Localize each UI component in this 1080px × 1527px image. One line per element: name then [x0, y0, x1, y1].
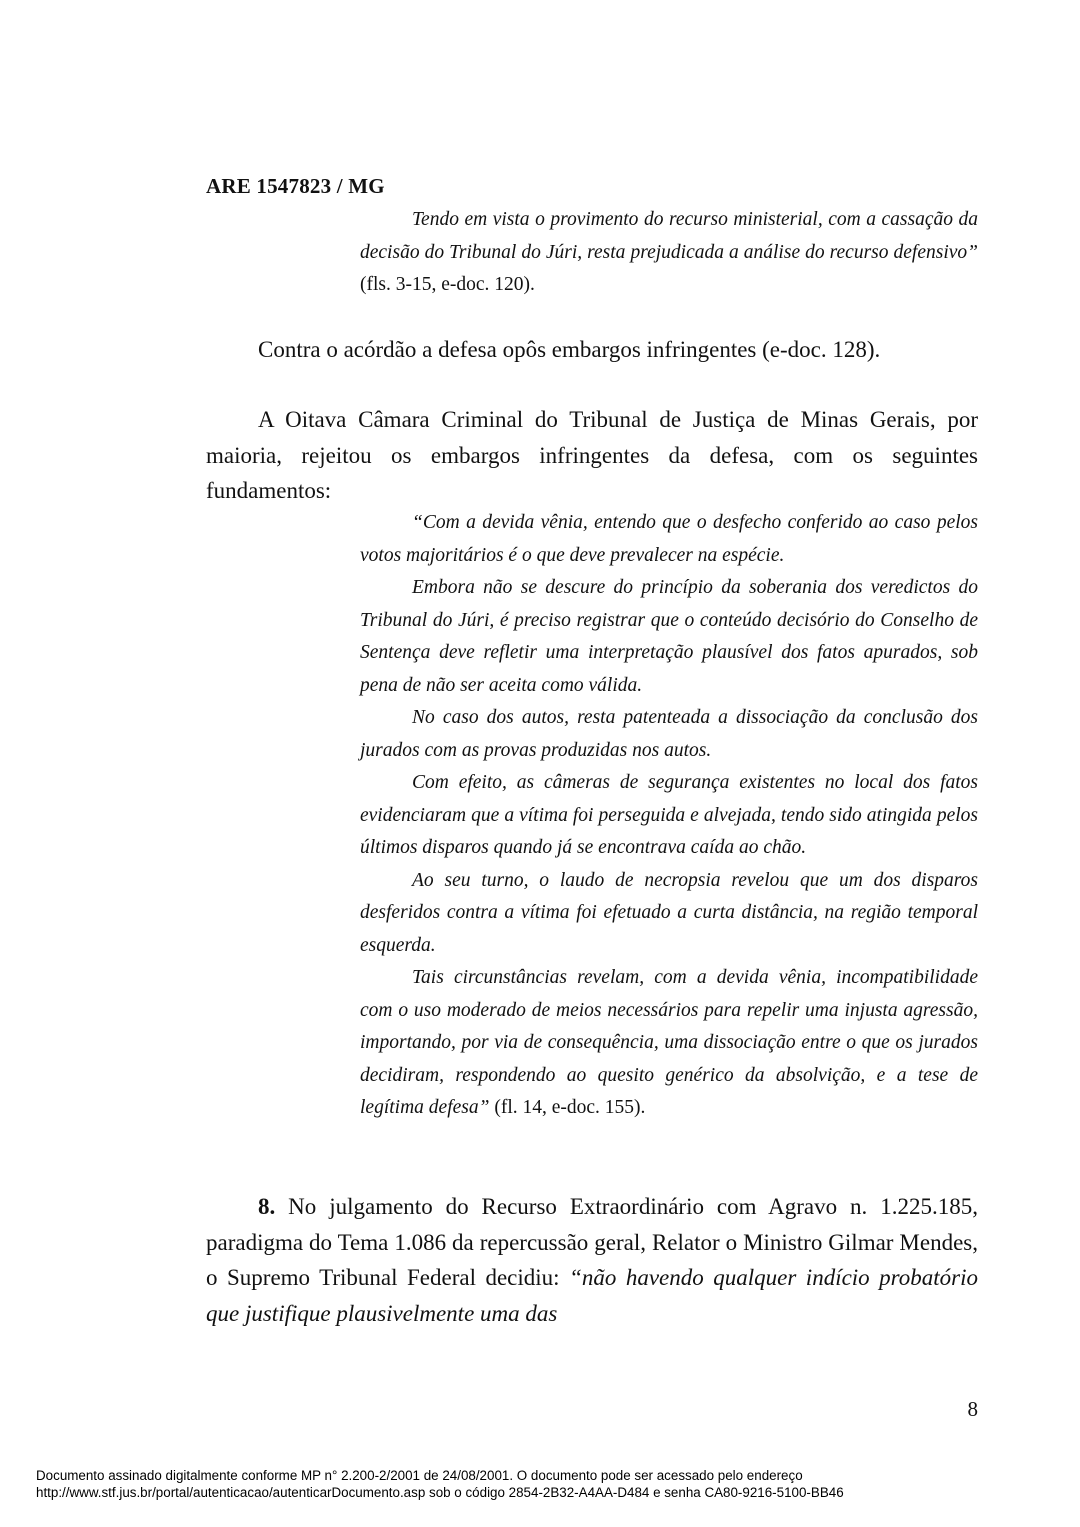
quote2-paragraph: “Com a devida vênia, entendo que o desfecho conferido ao caso pelos votos majoritários é o que deve prevalecer na espécie.	[360, 512, 978, 566]
paragraph-oitava-camara: A Oitava Câmara Criminal do Tribunal de Justiça de Minas Gerais, por maioria, rejeitou os embargos infringentes da defesa, com os seguintes fundamentos:	[206, 407, 978, 503]
quote2-citation: (fl. 14, e-doc. 155).	[489, 1097, 646, 1118]
paragraph-8	[206, 1189, 978, 1331]
paragraph-8-quote: “não havendo qualquer indício probatório que justifique plausivelmente uma das	[206, 1265, 979, 1326]
case-reference-header: ARE 1547823 / MG	[206, 174, 385, 198]
quote1-citation: (fls. 3-15, e-doc. 120).	[360, 274, 535, 295]
footer-line-1: Documento assinado digitalmente conforme MP n° 2.200-2/2001 de 24/08/2001. O documento pode ser acessado pelo endereço	[36, 1468, 803, 1483]
quote1-body: Tendo em vista o provimento do recurso ministerial, com a cassação da decisão do Tribunal do Júri, resta prejudicada a análise do recurso defensivo”	[360, 209, 978, 263]
quoted-excerpt-1	[360, 204, 978, 302]
quote2-paragraph: Com efeito, as câmeras de segurança existentes no local dos fatos evidenciaram que a vítima foi perseguida e alvejada, tendo sido atingida pelos últimos disparos quando já se encontrava caída ao chão.	[360, 772, 978, 858]
quote2-last-text: Tais circunstâncias revelam, com a devida vênia, incompatibilidade com o uso moderado de meios necessários para repelir uma injusta agressão, importando, por via de consequência, uma dissociação entre o que os jurados decidiram, respondendo ao quesito genérico da absolvição, e a tese de legítima defesa”	[360, 967, 978, 1118]
paragraph-embargos: Contra o acórdão a defesa opôs embargos infringentes (e-doc. 128).	[258, 337, 881, 362]
footer-line-2: http://www.stf.jus.br/portal/autenticacao/autenticarDocumento.asp sob o código 2854-2B32-A4AA-D484 e senha CA80-9216-5100-BB46	[36, 1485, 844, 1500]
quote2-paragraph	[360, 962, 978, 1125]
quote2-paragraph: Embora não se descure do princípio da soberania dos veredictos do Tribunal do Júri, é preciso registrar que o conteúdo decisório do Conselho de Sentença deve refletir uma interpretação plausível dos fatos apurados, sob pena de não ser aceita como válida.	[360, 577, 978, 696]
paragraph-number: 8.	[258, 1194, 276, 1219]
paragraph-8-text: No julgamento do Recurso Extraordinário com Agravo n. 1.225.185, paradigma do Tema 1.086 da repercussão geral, Relator o Ministro Gilmar Mendes, o Supremo Tribunal Federal decidiu:	[206, 1194, 978, 1290]
quote2-paragraph: Ao seu turno, o laudo de necropsia revelou que um dos disparos desferidos contra a vítima foi efetuado a curta distância, na região temporal esquerda.	[360, 869, 978, 956]
quoted-excerpt-2	[360, 507, 978, 1125]
quoted-excerpt-1-text	[360, 204, 978, 302]
digital-signature-footer	[36, 1467, 844, 1501]
quote2-paragraph: No caso dos autos, resta patenteada a dissociação da conclusão dos jurados com as provas produzidas nos autos.	[360, 707, 978, 761]
page-number: 8	[967, 1397, 978, 1421]
